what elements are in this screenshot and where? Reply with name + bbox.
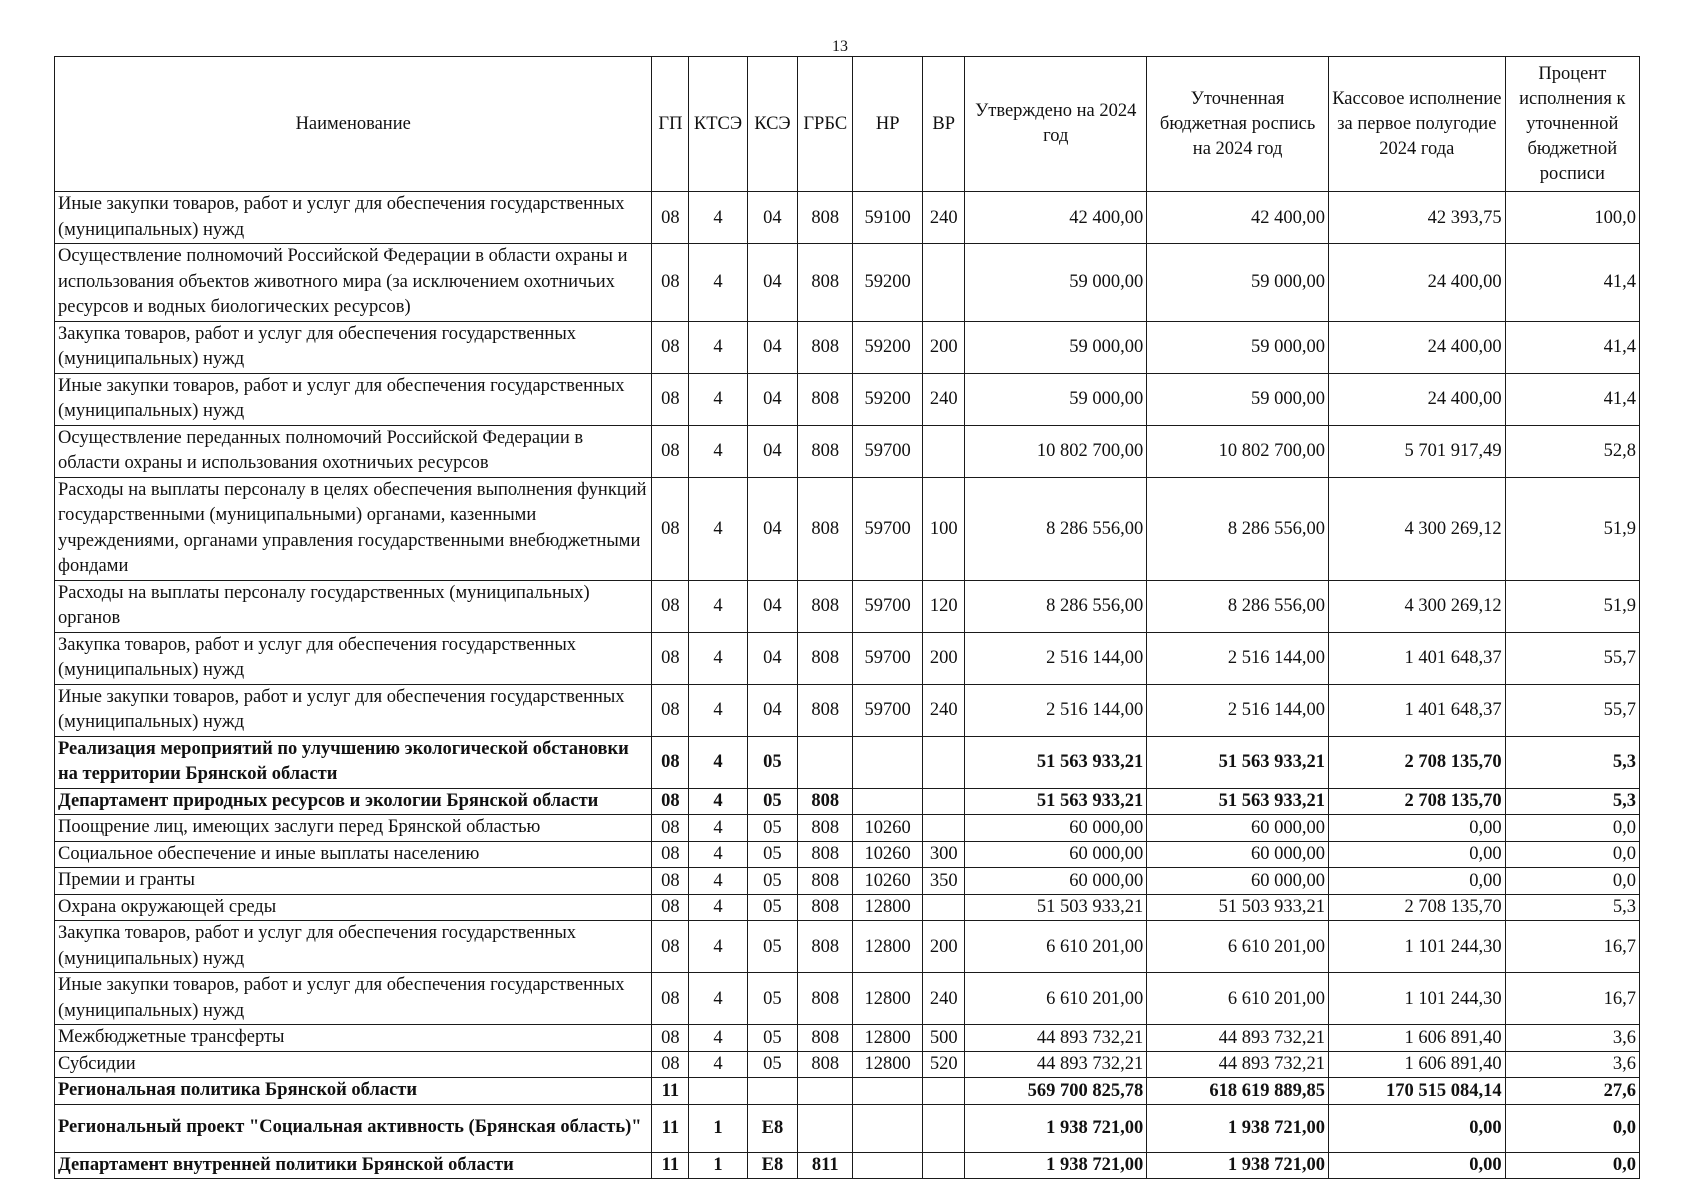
row-name: Иные закупки товаров, работ и услуг для обеспечения государственных (муниципальных) нужд	[55, 192, 652, 244]
row-gp: 08	[652, 736, 689, 788]
row-cash: 42 393,75	[1329, 192, 1506, 244]
row-cash: 0,00	[1329, 1104, 1506, 1152]
table-row	[55, 244, 1640, 322]
row-percent: 5,3	[1505, 788, 1639, 815]
row-refined: 618 619 889,85	[1147, 1078, 1329, 1105]
row-approved: 60 000,00	[965, 868, 1147, 895]
row-grbs: 808	[798, 788, 853, 815]
row-kse: 05	[747, 1025, 798, 1052]
row-nr: 59700	[853, 477, 923, 580]
header-cash: Кассовое исполнение за первое полугодие 2024 года	[1329, 57, 1506, 192]
row-percent: 41,4	[1505, 244, 1639, 322]
row-ktse: 4	[689, 1051, 747, 1078]
row-kse: 04	[747, 192, 798, 244]
row-cash: 0,00	[1329, 1152, 1506, 1179]
header-approved: Утверждено на 2024 год	[965, 57, 1147, 192]
row-approved: 2 516 144,00	[965, 632, 1147, 684]
row-nr	[853, 1078, 923, 1105]
row-kse: 05	[747, 868, 798, 895]
row-ktse: 4	[689, 894, 747, 921]
row-nr: 12800	[853, 1025, 923, 1052]
row-vr	[923, 1078, 965, 1105]
row-nr: 59200	[853, 321, 923, 373]
header-nr: НР	[853, 57, 923, 192]
row-vr: 240	[923, 684, 965, 736]
row-cash: 1 101 244,30	[1329, 921, 1506, 973]
row-name: Осуществление полномочий Российской Федерации в области охраны и использования объектов животного мира (за исключением охотничьих ресурсов и водных биологических ресурсов)	[55, 244, 652, 322]
row-gp: 08	[652, 477, 689, 580]
row-nr	[853, 1152, 923, 1179]
row-kse: 04	[747, 477, 798, 580]
row-kse: 04	[747, 425, 798, 477]
row-kse: 05	[747, 921, 798, 973]
row-kse: 05	[747, 815, 798, 842]
row-vr	[923, 788, 965, 815]
header-refined: Уточненная бюджетная роспись на 2024 год	[1147, 57, 1329, 192]
row-grbs: 808	[798, 973, 853, 1025]
row-approved: 42 400,00	[965, 192, 1147, 244]
row-nr: 59700	[853, 684, 923, 736]
row-cash: 170 515 084,14	[1329, 1078, 1506, 1105]
row-name: Осуществление переданных полномочий Российской Федерации в области охраны и использования охотничьих ресурсов	[55, 425, 652, 477]
row-ktse	[689, 1078, 747, 1105]
row-vr: 200	[923, 921, 965, 973]
row-percent: 0,0	[1505, 868, 1639, 895]
table-row	[55, 477, 1640, 580]
row-ktse: 4	[689, 244, 747, 322]
row-kse: 04	[747, 580, 798, 632]
row-vr	[923, 815, 965, 842]
row-approved: 51 563 933,21	[965, 736, 1147, 788]
row-grbs: 808	[798, 632, 853, 684]
row-ktse: 4	[689, 684, 747, 736]
row-kse: E8	[747, 1104, 798, 1152]
row-gp: 11	[652, 1152, 689, 1179]
row-grbs: 808	[798, 192, 853, 244]
row-approved: 51 503 933,21	[965, 894, 1147, 921]
row-nr: 59100	[853, 192, 923, 244]
row-vr: 240	[923, 192, 965, 244]
row-ktse: 1	[689, 1152, 747, 1179]
row-approved: 59 000,00	[965, 373, 1147, 425]
row-ktse: 4	[689, 973, 747, 1025]
row-grbs: 808	[798, 841, 853, 868]
row-refined: 1 938 721,00	[1147, 1152, 1329, 1179]
row-cash: 24 400,00	[1329, 321, 1506, 373]
row-kse: 05	[747, 973, 798, 1025]
row-nr: 12800	[853, 921, 923, 973]
row-cash: 4 300 269,12	[1329, 580, 1506, 632]
row-approved: 10 802 700,00	[965, 425, 1147, 477]
row-cash: 1 401 648,37	[1329, 632, 1506, 684]
row-cash: 24 400,00	[1329, 244, 1506, 322]
row-nr	[853, 736, 923, 788]
row-grbs: 808	[798, 868, 853, 895]
row-kse: 04	[747, 632, 798, 684]
row-percent: 3,6	[1505, 1051, 1639, 1078]
row-refined: 8 286 556,00	[1147, 580, 1329, 632]
table-row	[55, 192, 1640, 244]
header-vr: ВР	[923, 57, 965, 192]
row-name: Поощрение лиц, имеющих заслуги перед Брянской областью	[55, 815, 652, 842]
row-cash: 0,00	[1329, 868, 1506, 895]
row-grbs: 808	[798, 815, 853, 842]
header-ktse: КТСЭ	[689, 57, 747, 192]
row-name: Премии и гранты	[55, 868, 652, 895]
row-gp: 08	[652, 244, 689, 322]
row-approved: 59 000,00	[965, 244, 1147, 322]
table-row	[55, 632, 1640, 684]
table-row	[55, 1051, 1640, 1078]
row-percent: 27,6	[1505, 1078, 1639, 1105]
row-approved: 60 000,00	[965, 841, 1147, 868]
row-cash: 1 101 244,30	[1329, 973, 1506, 1025]
row-approved: 44 893 732,21	[965, 1025, 1147, 1052]
row-vr: 350	[923, 868, 965, 895]
row-kse: 05	[747, 788, 798, 815]
row-gp: 08	[652, 580, 689, 632]
row-percent: 52,8	[1505, 425, 1639, 477]
row-kse: 04	[747, 244, 798, 322]
table-row	[55, 921, 1640, 973]
row-refined: 6 610 201,00	[1147, 973, 1329, 1025]
row-ktse: 4	[689, 868, 747, 895]
header-kse: КСЭ	[747, 57, 798, 192]
table-body	[55, 192, 1640, 1179]
row-nr: 10260	[853, 815, 923, 842]
row-nr	[853, 788, 923, 815]
row-grbs: 808	[798, 684, 853, 736]
row-percent: 16,7	[1505, 973, 1639, 1025]
row-percent: 41,4	[1505, 373, 1639, 425]
row-ktse: 1	[689, 1104, 747, 1152]
row-vr	[923, 425, 965, 477]
row-vr	[923, 736, 965, 788]
row-ktse: 4	[689, 815, 747, 842]
row-kse: 04	[747, 373, 798, 425]
row-kse: 05	[747, 841, 798, 868]
row-grbs: 808	[798, 425, 853, 477]
row-approved: 8 286 556,00	[965, 477, 1147, 580]
row-refined: 2 516 144,00	[1147, 684, 1329, 736]
table-row	[55, 894, 1640, 921]
row-refined: 42 400,00	[1147, 192, 1329, 244]
row-gp: 08	[652, 1025, 689, 1052]
row-nr: 12800	[853, 973, 923, 1025]
row-percent: 55,7	[1505, 632, 1639, 684]
row-kse: E8	[747, 1152, 798, 1179]
row-cash: 0,00	[1329, 841, 1506, 868]
row-name: Субсидии	[55, 1051, 652, 1078]
row-gp: 08	[652, 973, 689, 1025]
row-approved: 59 000,00	[965, 321, 1147, 373]
row-nr: 10260	[853, 868, 923, 895]
row-grbs: 808	[798, 321, 853, 373]
row-kse: 04	[747, 684, 798, 736]
row-gp: 11	[652, 1104, 689, 1152]
row-grbs: 808	[798, 580, 853, 632]
row-name: Закупка товаров, работ и услуг для обеспечения государственных (муниципальных) нужд	[55, 321, 652, 373]
row-kse: 05	[747, 736, 798, 788]
row-ktse: 4	[689, 321, 747, 373]
row-gp: 08	[652, 788, 689, 815]
row-cash: 24 400,00	[1329, 373, 1506, 425]
row-kse: 05	[747, 894, 798, 921]
row-percent: 0,0	[1505, 1152, 1639, 1179]
row-vr: 240	[923, 973, 965, 1025]
row-vr: 200	[923, 321, 965, 373]
row-nr: 59200	[853, 373, 923, 425]
row-refined: 44 893 732,21	[1147, 1051, 1329, 1078]
row-kse: 04	[747, 321, 798, 373]
row-name: Региональный проект "Социальная активность (Брянская область)"	[55, 1104, 652, 1152]
row-percent: 0,0	[1505, 815, 1639, 842]
row-grbs: 808	[798, 477, 853, 580]
row-refined: 60 000,00	[1147, 815, 1329, 842]
row-cash: 2 708 135,70	[1329, 736, 1506, 788]
row-refined: 10 802 700,00	[1147, 425, 1329, 477]
row-approved: 1 938 721,00	[965, 1152, 1147, 1179]
row-grbs: 808	[798, 1051, 853, 1078]
row-gp: 08	[652, 632, 689, 684]
row-gp: 08	[652, 841, 689, 868]
row-cash: 4 300 269,12	[1329, 477, 1506, 580]
row-name: Межбюджетные трансферты	[55, 1025, 652, 1052]
row-nr: 59200	[853, 244, 923, 322]
row-grbs: 808	[798, 894, 853, 921]
row-grbs	[798, 1104, 853, 1152]
row-gp: 08	[652, 868, 689, 895]
row-grbs: 808	[798, 373, 853, 425]
row-name: Региональная политика Брянской области	[55, 1078, 652, 1105]
row-vr: 240	[923, 373, 965, 425]
row-nr: 10260	[853, 841, 923, 868]
row-approved: 44 893 732,21	[965, 1051, 1147, 1078]
row-vr: 100	[923, 477, 965, 580]
row-vr: 200	[923, 632, 965, 684]
row-cash: 5 701 917,49	[1329, 425, 1506, 477]
row-percent: 0,0	[1505, 1104, 1639, 1152]
table-row	[55, 868, 1640, 895]
row-refined: 51 503 933,21	[1147, 894, 1329, 921]
row-refined: 59 000,00	[1147, 321, 1329, 373]
row-percent: 5,3	[1505, 894, 1639, 921]
row-vr	[923, 244, 965, 322]
row-name: Иные закупки товаров, работ и услуг для обеспечения государственных (муниципальных) нужд	[55, 373, 652, 425]
table-row	[55, 1104, 1640, 1152]
row-percent: 41,4	[1505, 321, 1639, 373]
row-nr: 12800	[853, 894, 923, 921]
row-refined: 8 286 556,00	[1147, 477, 1329, 580]
table-row	[55, 373, 1640, 425]
row-name: Закупка товаров, работ и услуг для обеспечения государственных (муниципальных) нужд	[55, 921, 652, 973]
row-nr: 59700	[853, 580, 923, 632]
row-ktse: 4	[689, 788, 747, 815]
row-nr: 59700	[853, 632, 923, 684]
row-gp: 08	[652, 684, 689, 736]
row-gp: 08	[652, 815, 689, 842]
row-name: Департамент внутренней политики Брянской области	[55, 1152, 652, 1179]
row-grbs	[798, 1078, 853, 1105]
row-refined: 6 610 201,00	[1147, 921, 1329, 973]
row-nr: 59700	[853, 425, 923, 477]
row-approved: 6 610 201,00	[965, 921, 1147, 973]
row-name: Расходы на выплаты персоналу в целях обеспечения выполнения функций государственными (муниципальными) органами, казенными учреждениями, органами управления государственными внебюджетными фондами	[55, 477, 652, 580]
row-gp: 08	[652, 373, 689, 425]
row-grbs: 808	[798, 1025, 853, 1052]
row-name: Расходы на выплаты персоналу государственных (муниципальных) органов	[55, 580, 652, 632]
row-nr	[853, 1104, 923, 1152]
page-number: 13	[832, 38, 848, 55]
row-gp: 08	[652, 425, 689, 477]
row-cash: 1 606 891,40	[1329, 1025, 1506, 1052]
row-approved: 2 516 144,00	[965, 684, 1147, 736]
row-grbs	[798, 736, 853, 788]
row-ktse: 4	[689, 192, 747, 244]
row-ktse: 4	[689, 580, 747, 632]
table-header-row	[55, 57, 1640, 192]
row-refined: 44 893 732,21	[1147, 1025, 1329, 1052]
row-kse: 05	[747, 1051, 798, 1078]
row-percent: 0,0	[1505, 841, 1639, 868]
row-nr: 12800	[853, 1051, 923, 1078]
row-approved: 51 563 933,21	[965, 788, 1147, 815]
row-ktse: 4	[689, 425, 747, 477]
table-row	[55, 321, 1640, 373]
table-row	[55, 736, 1640, 788]
row-refined: 51 563 933,21	[1147, 736, 1329, 788]
row-gp: 08	[652, 921, 689, 973]
row-refined: 60 000,00	[1147, 841, 1329, 868]
row-cash: 1 401 648,37	[1329, 684, 1506, 736]
header-percent: Процент исполнения к уточненной бюджетной росписи	[1505, 57, 1639, 192]
row-name: Охрана окружающей среды	[55, 894, 652, 921]
table-row	[55, 841, 1640, 868]
header-grbs: ГРБС	[798, 57, 853, 192]
row-gp: 08	[652, 192, 689, 244]
row-cash: 2 708 135,70	[1329, 788, 1506, 815]
row-name: Реализация мероприятий по улучшению экологической обстановки на территории Брянской области	[55, 736, 652, 788]
row-cash: 0,00	[1329, 815, 1506, 842]
table-row	[55, 815, 1640, 842]
table-row	[55, 973, 1640, 1025]
row-ktse: 4	[689, 841, 747, 868]
table-row	[55, 1078, 1640, 1105]
row-name: Иные закупки товаров, работ и услуг для обеспечения государственных (муниципальных) нужд	[55, 684, 652, 736]
row-gp: 08	[652, 1051, 689, 1078]
table-row	[55, 1025, 1640, 1052]
row-vr	[923, 1104, 965, 1152]
row-name: Департамент природных ресурсов и экологии Брянской области	[55, 788, 652, 815]
row-ktse: 4	[689, 736, 747, 788]
row-cash: 1 606 891,40	[1329, 1051, 1506, 1078]
row-refined: 51 563 933,21	[1147, 788, 1329, 815]
row-vr: 300	[923, 841, 965, 868]
row-refined: 1 938 721,00	[1147, 1104, 1329, 1152]
row-grbs: 808	[798, 921, 853, 973]
row-refined: 60 000,00	[1147, 868, 1329, 895]
row-percent: 16,7	[1505, 921, 1639, 973]
row-percent: 5,3	[1505, 736, 1639, 788]
row-gp: 11	[652, 1078, 689, 1105]
table-row	[55, 788, 1640, 815]
row-ktse: 4	[689, 1025, 747, 1052]
row-ktse: 4	[689, 632, 747, 684]
table-row	[55, 425, 1640, 477]
row-vr	[923, 894, 965, 921]
row-approved: 60 000,00	[965, 815, 1147, 842]
row-refined: 59 000,00	[1147, 373, 1329, 425]
row-percent: 100,0	[1505, 192, 1639, 244]
row-cash: 2 708 135,70	[1329, 894, 1506, 921]
table-row	[55, 684, 1640, 736]
row-percent: 51,9	[1505, 580, 1639, 632]
row-percent: 3,6	[1505, 1025, 1639, 1052]
table-row	[55, 580, 1640, 632]
row-refined: 2 516 144,00	[1147, 632, 1329, 684]
row-name: Закупка товаров, работ и услуг для обеспечения государственных (муниципальных) нужд	[55, 632, 652, 684]
row-gp: 08	[652, 894, 689, 921]
header-name: Наименование	[55, 57, 652, 192]
row-refined: 59 000,00	[1147, 244, 1329, 322]
row-ktse: 4	[689, 477, 747, 580]
row-kse	[747, 1078, 798, 1105]
row-name: Иные закупки товаров, работ и услуг для обеспечения государственных (муниципальных) нужд	[55, 973, 652, 1025]
row-grbs: 811	[798, 1152, 853, 1179]
row-percent: 55,7	[1505, 684, 1639, 736]
row-percent: 51,9	[1505, 477, 1639, 580]
row-vr: 120	[923, 580, 965, 632]
row-approved: 569 700 825,78	[965, 1078, 1147, 1105]
row-ktse: 4	[689, 373, 747, 425]
row-vr: 520	[923, 1051, 965, 1078]
row-approved: 1 938 721,00	[965, 1104, 1147, 1152]
row-approved: 6 610 201,00	[965, 973, 1147, 1025]
row-grbs: 808	[798, 244, 853, 322]
row-gp: 08	[652, 321, 689, 373]
table-row	[55, 1152, 1640, 1179]
header-gp: ГП	[652, 57, 689, 192]
budget-execution-table	[54, 56, 1640, 1179]
row-vr	[923, 1152, 965, 1179]
row-vr: 500	[923, 1025, 965, 1052]
row-name: Социальное обеспечение и иные выплаты населению	[55, 841, 652, 868]
row-ktse: 4	[689, 921, 747, 973]
row-approved: 8 286 556,00	[965, 580, 1147, 632]
